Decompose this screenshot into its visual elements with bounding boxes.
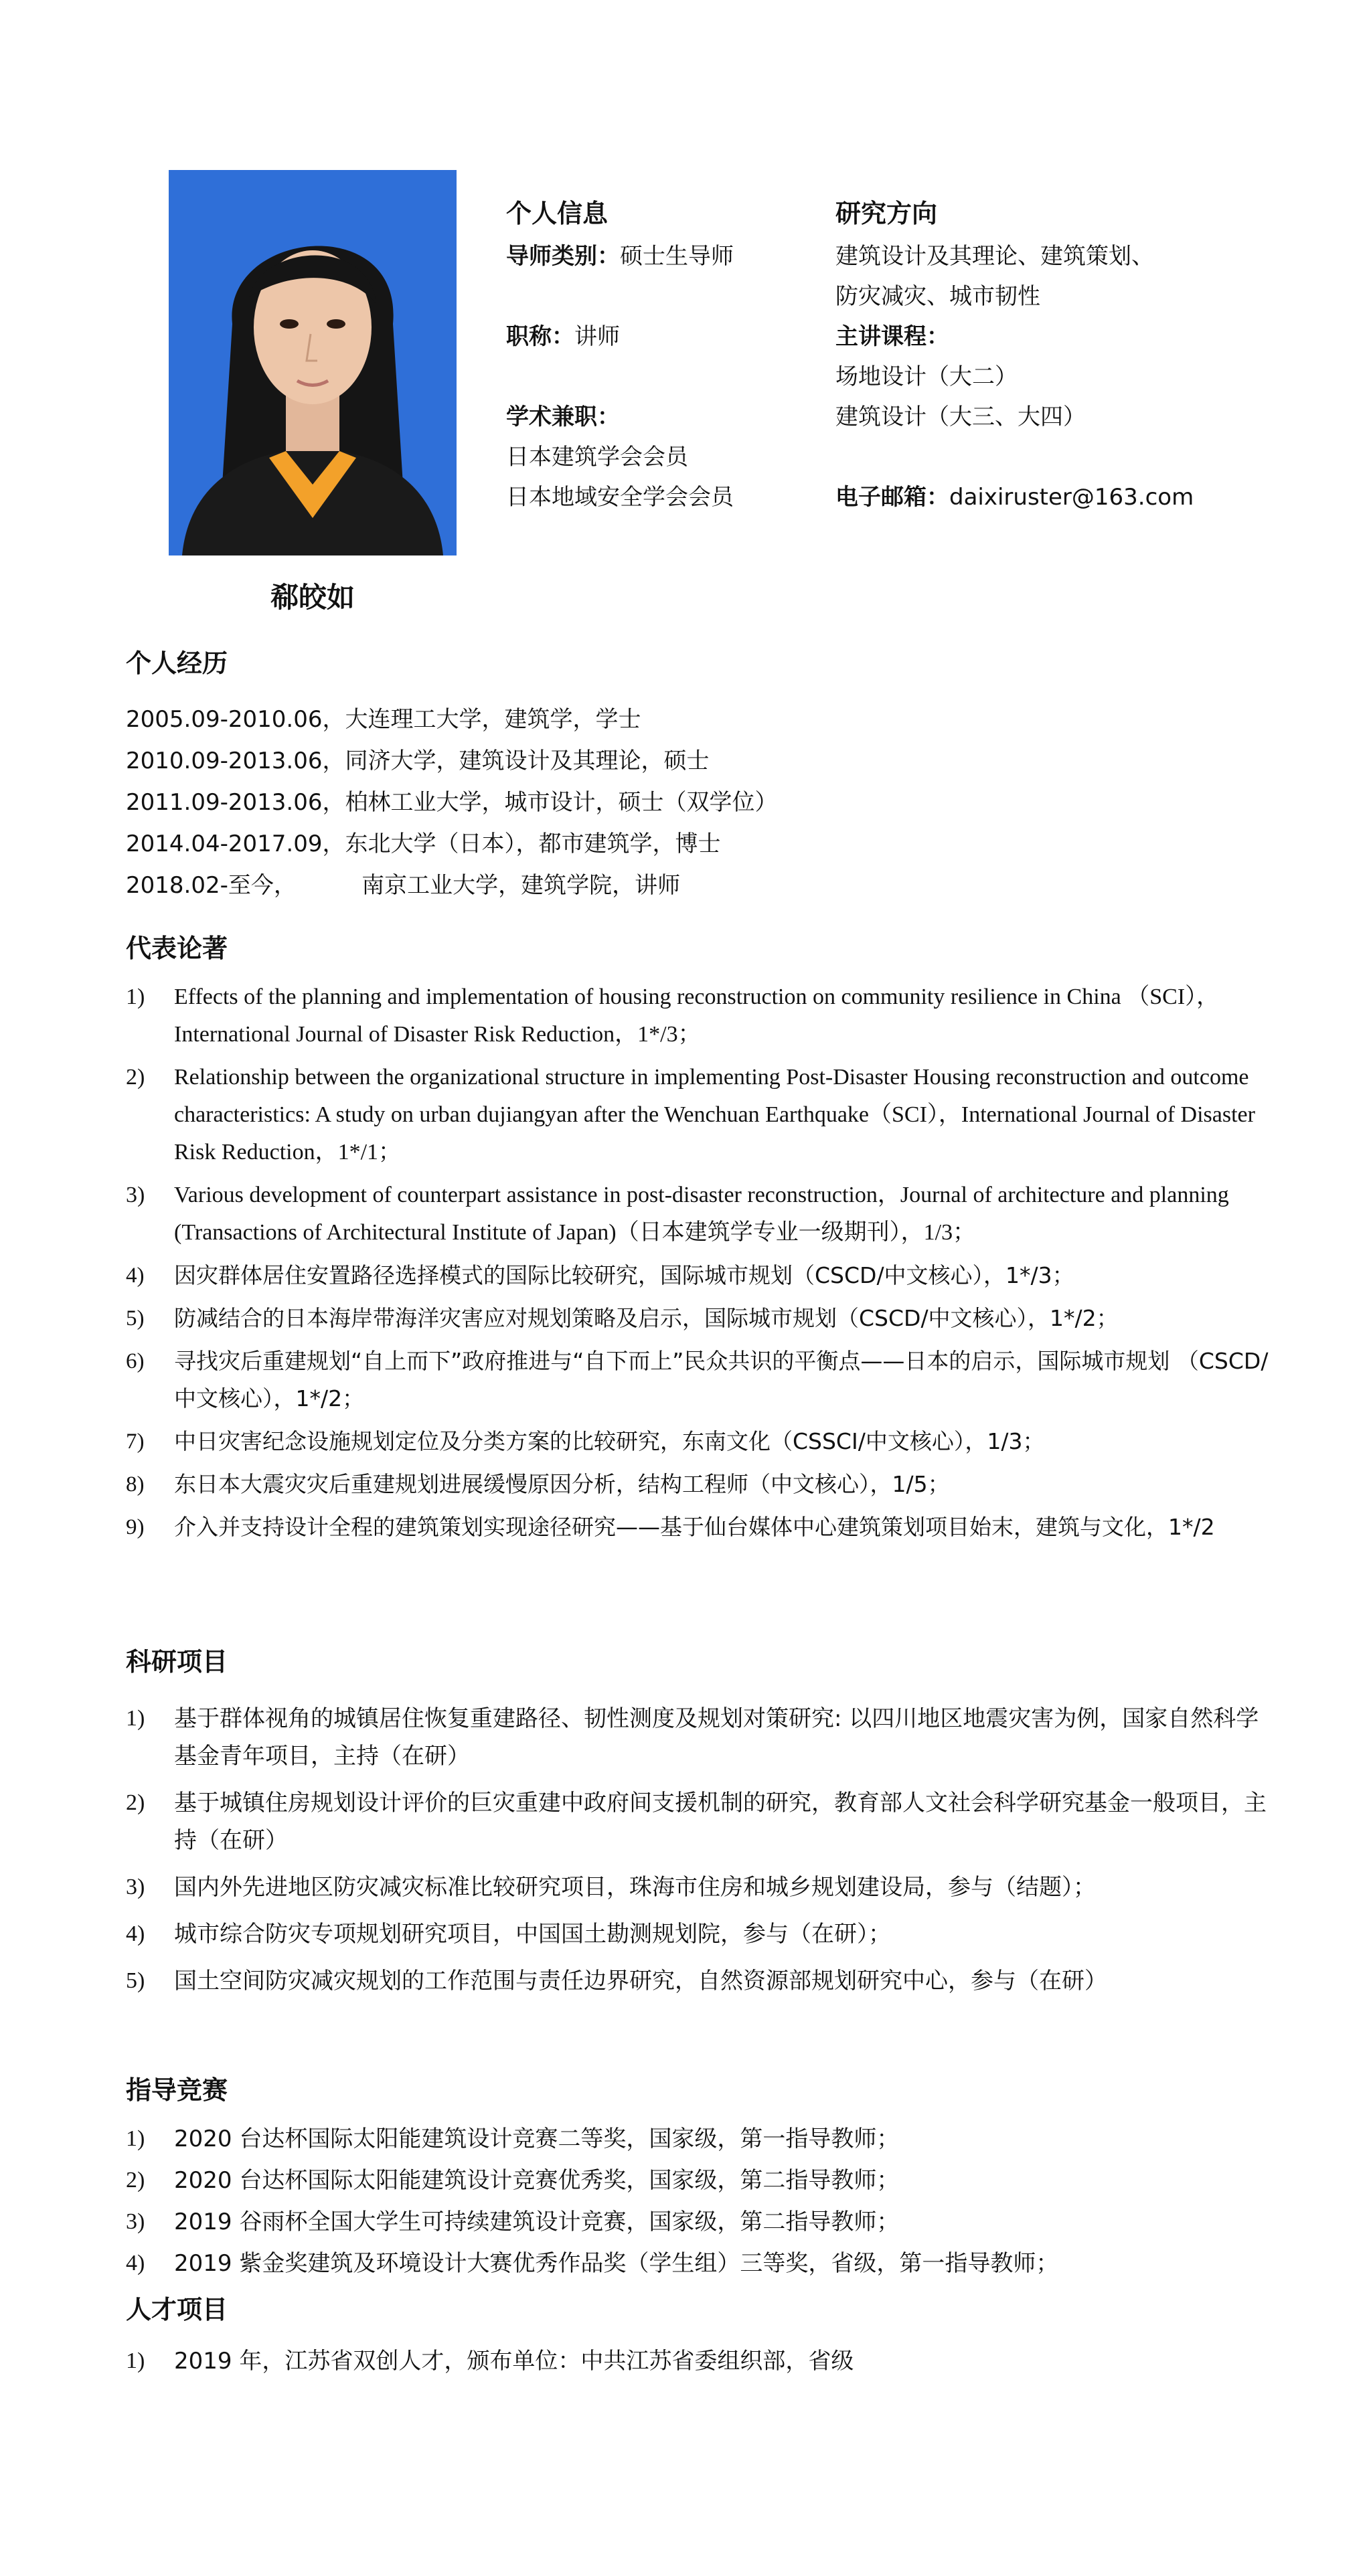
courses: 主讲课程： 场地设计（大二） 建筑设计（大三、大四） bbox=[835, 317, 1317, 437]
history-item: 2014.04-2017.09，东北大学（日本），都市建筑学，博士 bbox=[126, 831, 721, 857]
projects-list bbox=[126, 1700, 1277, 2009]
research-direction: 防灾减灾、城市韧性 bbox=[835, 283, 1040, 310]
history-item: 2010.09-2013.06，同济大学，建筑设计及其理论，硕士 bbox=[126, 748, 710, 774]
publication-item: 1) Effects of the planning and implementation of housing reconstruction on community resilience in China （SCI），International Journal of Disaster Risk Reduction，1*/3； bbox=[126, 984, 1220, 1047]
research-heading: 研究方向 bbox=[835, 199, 938, 228]
publication-item: 6) 寻找灾后重建规划“自上而下”政府推进与“自下而上”民众共识的平衡点——日本的启示，国际城市规划 （CSCD/中文核心），1*/2； bbox=[126, 1348, 1269, 1411]
competitions-heading: 指导竞赛 bbox=[126, 2075, 228, 2105]
academic-item: 日本建筑学会会员 bbox=[506, 444, 688, 470]
publications-heading: 代表论著 bbox=[126, 934, 228, 963]
title-value: 讲师 bbox=[574, 323, 620, 350]
course-item: 场地设计（大二） bbox=[835, 363, 1018, 390]
publication-item: 5) 防减结合的日本海岸带海洋灾害应对规划策略及启示，国际城市规划（CSCD/中文核心），1*/2； bbox=[126, 1305, 1119, 1331]
project-item: 3) 国内外先进地区防灾减灾标准比较研究项目，珠海市住房和城乡规划建设局，参与（结题）； bbox=[126, 1874, 1096, 1901]
personal-info-block bbox=[506, 193, 801, 517]
person-name: 郗皎如 bbox=[270, 581, 355, 614]
courses-label: 主讲课程 bbox=[835, 323, 926, 350]
project-item: 2) 基于城镇住房规划设计评价的巨灾重建中政府间支援机制的研究，教育部人文社会科学研究基金一般项目，主持（在研） bbox=[126, 1790, 1267, 1854]
mentor-label: 导师类别 bbox=[506, 243, 597, 270]
competition-item: 1) 2020 台达杯国际太阳能建筑设计竞赛二等奖，国家级，第一指导教师； bbox=[126, 2126, 900, 2152]
competition-item: 2) 2020 台达杯国际太阳能建筑设计竞赛优秀奖，国家级，第二指导教师； bbox=[126, 2167, 900, 2194]
competition-item: 3) 2019 谷雨杯全国大学生可持续建筑设计竞赛，国家级，第二指导教师； bbox=[126, 2209, 900, 2235]
research-direction: 建筑设计及其理论、建筑策划、 bbox=[835, 243, 1154, 270]
project-item: 1) 基于群体视角的城镇居住恢复重建路径、韧性测度及规划对策研究: 以四川地区地震灾害为例，国家自然科学基金青年项目，主持（在研） bbox=[126, 1705, 1259, 1770]
history-heading: 个人经历 bbox=[126, 649, 228, 678]
publication-item: 3) Various development of counterpart assistance in post-disaster reconstruction，Journal of architecture and planning (Transactions of Architectural Institute of Japan)（日本建筑学专业一级期刊），1/3； bbox=[126, 1183, 1229, 1245]
publication-item: 2) Relationship between the organizational structure in implementing Post-Disaster Housing reconstruction and outcome characteristics: A study on urban dujiangyan after the Wenchuan Earthquake（SCI），International Journal of Disaster Risk Reduction，1*/1； bbox=[126, 1065, 1255, 1165]
portrait-image bbox=[169, 170, 457, 555]
personal-info-heading: 个人信息 bbox=[506, 199, 609, 228]
publication-item: 7) 中日灾害纪念设施规划定位及分类方案的比较研究，东南文化（CSSCI/中文核心），1/3； bbox=[126, 1428, 1045, 1454]
publication-item: 8) 东日本大震灾灾后重建规划进展缓慢原因分析，结构工程师（中文核心），1/5； bbox=[126, 1471, 950, 1497]
publication-item: 9) 介入并支持设计全程的建筑策划实现途径研究——基于仙台媒体中心建筑策划项目始末，建筑与文化，1*/2 bbox=[126, 1514, 1215, 1540]
history-list bbox=[126, 699, 777, 906]
competition-item: 4) 2019 紫金奖建筑及环境设计大赛优秀作品奖（学生组）三等奖，省级，第一指导教师； bbox=[126, 2250, 1059, 2277]
talent-list bbox=[126, 2342, 1277, 2389]
history-item: 2005.09-2010.06，大连理工大学，建筑学，学士 bbox=[126, 706, 641, 733]
research-block bbox=[835, 193, 1317, 517]
research-directions bbox=[835, 236, 1317, 317]
title-label: 职称 bbox=[506, 323, 552, 350]
job-title: 职称：讲师 bbox=[506, 323, 620, 350]
history-item: 2018.02-至今， 南京工业大学，建筑学院，讲师 bbox=[126, 872, 681, 899]
talent-heading: 人才项目 bbox=[126, 2295, 228, 2324]
email-value[interactable]: daixiruster@163.com bbox=[949, 484, 1194, 511]
competitions-list bbox=[126, 2120, 1277, 2286]
profile-photo bbox=[169, 170, 457, 555]
email-row: 电子邮箱：daixiruster@163.com bbox=[835, 484, 1194, 511]
project-item: 4) 城市综合防灾专项规划研究项目，中国国土勘测规划院，参与（在研）； bbox=[126, 1921, 891, 1948]
projects-heading: 科研项目 bbox=[126, 1647, 228, 1677]
mentor-value: 硕士生导师 bbox=[620, 243, 734, 270]
email-label: 电子邮箱 bbox=[835, 484, 926, 511]
academic-roles: 学术兼职： 日本建筑学会会员 日本地域安全学会会员 bbox=[506, 397, 801, 517]
course-item: 建筑设计（大三、大四） bbox=[835, 404, 1086, 430]
academic-item: 日本地域安全学会会员 bbox=[506, 484, 734, 511]
publication-item: 4) 因灾群体居住安置路径选择模式的国际比较研究，国际城市规划（CSCD/中文核心），1*/3； bbox=[126, 1262, 1074, 1288]
mentor-category: 导师类别：硕士生导师 bbox=[506, 243, 734, 270]
talent-item: 1) 2019 年，江苏省双创人才，颁布单位：中共江苏省委组织部，省级 bbox=[126, 2348, 854, 2375]
publications-list bbox=[126, 978, 1277, 1551]
academic-label: 学术兼职 bbox=[506, 404, 597, 430]
history-item: 2011.09-2013.06，柏林工业大学，城市设计，硕士（双学位） bbox=[126, 789, 778, 816]
project-item: 5) 国土空间防灾减灾规划的工作范围与责任边界研究，自然资源部规划研究中心，参与（在研） bbox=[126, 1968, 1107, 1994]
